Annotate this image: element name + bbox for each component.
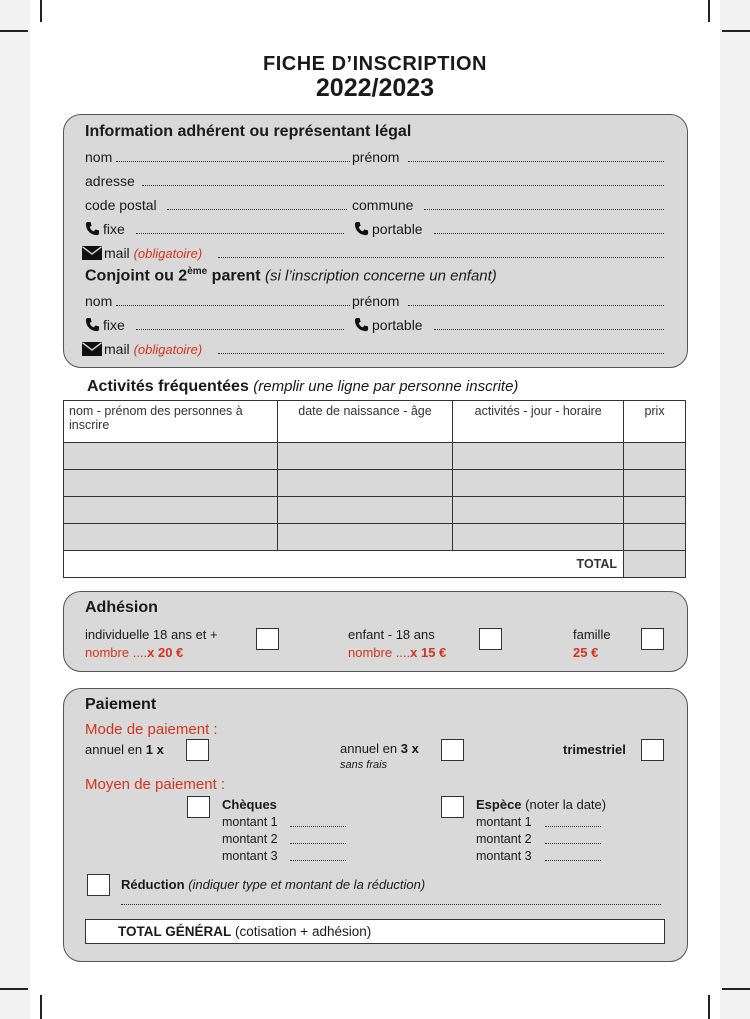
adhesion-heading: Adhésion (85, 599, 158, 616)
conjoint-fixe-field[interactable] (136, 328, 344, 330)
espece-checkbox[interactable] (441, 796, 464, 818)
espece-montant3-label: montant 3 (476, 849, 532, 863)
espece-note: (noter la date) (525, 797, 607, 812)
enfant-label: enfant - 18 ans (348, 627, 435, 642)
crop-mark (722, 988, 750, 990)
enfant-checkbox[interactable] (479, 628, 502, 650)
form-title: FICHE D’INSCRIPTION (263, 53, 487, 75)
table-cell[interactable] (277, 443, 453, 470)
total-label: TOTAL (64, 551, 624, 578)
mail-row (82, 245, 202, 261)
mode-paiement-label: Mode de paiement : (85, 721, 218, 738)
paiement-heading: Paiement (85, 696, 157, 713)
table-cell[interactable] (453, 443, 624, 470)
activites-table (63, 400, 686, 578)
conjoint-fixe-label: fixe (103, 317, 125, 333)
table-cell[interactable] (64, 470, 278, 497)
enfant-price (348, 645, 446, 660)
espece-label (476, 797, 606, 812)
reduction-note: (indiquer type et montant de la réduction) (188, 877, 426, 892)
table-cell[interactable] (277, 524, 453, 551)
crop-mark (708, 995, 710, 1019)
col-header-nom: nom - prénom des personnes à inscrire (64, 401, 278, 443)
adresse-field[interactable] (142, 184, 664, 186)
table-row (64, 524, 686, 551)
individuelle-label: individuelle 18 ans et + (85, 627, 218, 642)
fixe-label: fixe (103, 221, 125, 237)
reduction-field[interactable] (121, 903, 661, 905)
espece-montant2-label: montant 2 (476, 832, 532, 846)
mail-obligatoire: (obligatoire) (133, 246, 203, 261)
conjoint-mail-obligatoire: (obligatoire) (133, 342, 203, 357)
col-header-activites: activités - jour - horaire (453, 401, 624, 443)
table-row (64, 470, 686, 497)
total-general-box[interactable] (85, 919, 665, 944)
mail-label: mail (104, 245, 130, 261)
conjoint-heading-text: Conjoint ou 2 (85, 267, 188, 285)
prenom-field[interactable] (408, 160, 664, 162)
crop-mark (708, 0, 710, 22)
activites-heading-text: Activités fréquentées (87, 378, 249, 395)
nom-field[interactable] (116, 160, 350, 162)
conjoint-mail-field[interactable] (218, 352, 664, 354)
conjoint-mail-label: mail (104, 341, 130, 357)
portable-label: portable (372, 221, 423, 237)
reduction-checkbox[interactable] (87, 874, 110, 896)
table-cell[interactable] (624, 524, 686, 551)
crop-mark (40, 995, 42, 1019)
cheques-montant1-label: montant 1 (222, 815, 278, 829)
individuelle-nombre: nombre .... (85, 645, 148, 660)
mail-icon (82, 246, 102, 260)
conjoint-portable-label: portable (372, 317, 423, 333)
table-cell[interactable] (453, 524, 624, 551)
moyen-paiement-label: Moyen de paiement : (85, 776, 226, 793)
individuelle-checkbox[interactable] (256, 628, 279, 650)
conjoint-nom-label: nom (85, 293, 113, 309)
table-cell[interactable] (453, 497, 624, 524)
annuel3-times: 3 x (400, 741, 419, 756)
table-cell[interactable] (453, 470, 624, 497)
famille-price: 25 € (573, 645, 599, 660)
code-postal-field[interactable] (167, 208, 347, 210)
annuel1-times: 1 x (145, 742, 164, 757)
total-cell[interactable] (624, 551, 686, 578)
total-general-label: TOTAL GÉNÉRAL (118, 924, 232, 939)
reduction-label (121, 877, 425, 892)
table-cell[interactable] (624, 443, 686, 470)
col-header-prix: prix (624, 401, 686, 443)
phone-icon (354, 317, 369, 332)
famille-label: famille (573, 627, 611, 642)
trimestriel-label: trimestriel (563, 742, 626, 757)
cheques-montant1-field[interactable] (290, 825, 346, 827)
table-header-row (64, 401, 686, 443)
phone-icon (85, 317, 100, 332)
cheques-montant2-field[interactable] (290, 842, 346, 844)
espece-montant1-field[interactable] (545, 825, 601, 827)
conjoint-prenom-field[interactable] (408, 304, 664, 306)
table-cell[interactable] (64, 497, 278, 524)
fixe-row (85, 221, 125, 237)
commune-label: commune (352, 197, 414, 213)
mail-field[interactable] (218, 256, 664, 258)
phone-icon (354, 221, 369, 236)
trimestriel-checkbox[interactable] (641, 739, 664, 761)
portable-field[interactable] (434, 232, 664, 234)
cheques-montant3-label: montant 3 (222, 849, 278, 863)
espece-text: Espèce (476, 797, 522, 812)
annuel3-label (340, 741, 419, 756)
fixe-field[interactable] (136, 232, 344, 234)
annuel3-checkbox[interactable] (441, 739, 464, 761)
reduction-text: Réduction (121, 877, 185, 892)
nom-label: nom (85, 149, 113, 165)
table-cell[interactable] (64, 524, 278, 551)
prenom-label: prénom (352, 149, 400, 165)
table-cell[interactable] (277, 470, 453, 497)
cheques-montant2-label: montant 2 (222, 832, 278, 846)
espece-montant1-label: montant 1 (476, 815, 532, 829)
crop-mark (0, 988, 28, 990)
adresse-label: adresse (85, 173, 135, 189)
annuel1-checkbox[interactable] (186, 739, 209, 761)
activites-heading (87, 378, 518, 396)
table-total-row (64, 551, 686, 578)
total-general-note: (cotisation + adhésion) (235, 924, 372, 939)
conjoint-mail-row (82, 341, 202, 357)
annuel1-label (85, 742, 164, 757)
conjoint-prenom-label: prénom (352, 293, 400, 309)
cheques-checkbox[interactable] (187, 796, 210, 818)
conjoint-fixe-row (85, 317, 125, 333)
commune-field[interactable] (424, 208, 664, 210)
conjoint-portable-field[interactable] (434, 328, 664, 330)
espece-montant2-field[interactable] (545, 842, 601, 844)
enfant-tarif: x 15 € (410, 645, 447, 660)
annuel1-text: annuel en (85, 742, 146, 757)
code-postal-label: code postal (85, 197, 157, 213)
table-row (64, 443, 686, 470)
crop-mark (40, 0, 42, 22)
col-header-naissance: date de naissance - âge (277, 401, 453, 443)
cheques-montant3-field[interactable] (290, 859, 346, 861)
conjoint-portable-row (354, 317, 423, 333)
portable-row (354, 221, 423, 237)
table-row (64, 497, 686, 524)
table-cell[interactable] (624, 470, 686, 497)
table-cell[interactable] (277, 497, 453, 524)
crop-mark (0, 30, 28, 32)
famille-checkbox[interactable] (641, 628, 664, 650)
sans-frais-label: sans frais (340, 759, 388, 771)
conjoint-heading-sup: ème (187, 266, 208, 277)
phone-icon (85, 221, 100, 236)
mail-icon (82, 342, 102, 356)
conjoint-nom-field[interactable] (116, 304, 350, 306)
espece-montant3-field[interactable] (545, 859, 601, 861)
conjoint-heading (85, 266, 497, 285)
conjoint-heading-text2: parent (207, 267, 261, 285)
crop-mark (722, 30, 750, 32)
table-cell[interactable] (624, 497, 686, 524)
enfant-nombre: nombre .... (348, 645, 411, 660)
activites-note: (remplir une ligne par personne inscrite) (253, 378, 519, 395)
form-year: 2022/2023 (315, 74, 435, 102)
individuelle-price (85, 645, 183, 660)
conjoint-note: (si l’inscription concerne un enfant) (265, 267, 497, 285)
annuel3-text: annuel en (340, 741, 401, 756)
table-cell[interactable] (64, 443, 278, 470)
individuelle-tarif: x 20 € (147, 645, 184, 660)
cheques-label: Chèques (222, 797, 277, 812)
info-heading: Information adhérent ou représentant légal (85, 123, 412, 140)
